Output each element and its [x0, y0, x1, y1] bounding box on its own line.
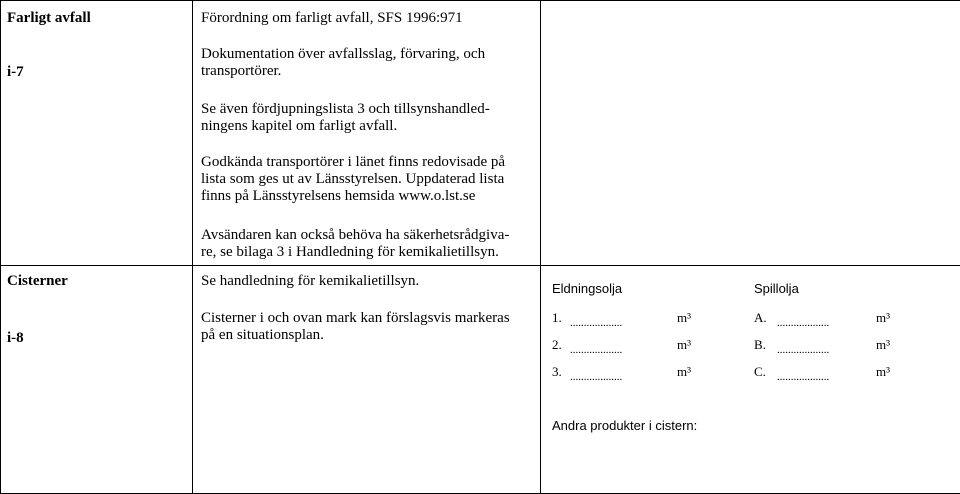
- row-unit: m³: [677, 364, 692, 379]
- column-divider-2: [540, 0, 541, 494]
- row-label: 2.: [552, 337, 562, 352]
- table-top-border: [0, 0, 960, 1]
- row-dots: ...................: [777, 344, 830, 356]
- row-label: B.: [754, 337, 766, 352]
- column-divider-1: [192, 0, 193, 494]
- row-label: 1.: [552, 310, 562, 325]
- section-title-farligt-avfall: Farligt avfall: [7, 10, 91, 26]
- section-code-i7: i-7: [7, 64, 24, 80]
- paragraph-transporters: Godkända transportörer i länet finns redovisade på lista som ges ut av Länsstyrelsen. Uppdaterad lista finns på Länsstyrelsens hemsida www.o.lst.se: [201, 154, 506, 204]
- row-unit: m³: [677, 337, 692, 352]
- header-spillolja: Spillolja: [754, 281, 799, 296]
- paragraph-see-also: Se även fördjupningslista 3 och tillsynshandled- ningens kapitel om farligt avfall.: [201, 101, 490, 134]
- table-left-border: [0, 0, 1, 494]
- row-dots: ...................: [777, 371, 830, 383]
- cisterner-handbook-ref: Se handledning för kemikalietillsyn.: [201, 273, 420, 289]
- other-products-label: Andra produkter i cistern:: [552, 418, 698, 433]
- paragraph-safety-advisor: Avsändaren kan också behöva ha säkerhetsrådgiva- re, se bilaga 3 i Handledning för kemikalietillsyn.: [201, 227, 510, 260]
- cisterner-paragraph: Cisterner i och ovan mark kan förslagsvis markeras på en situationsplan.: [201, 310, 510, 343]
- row-label: 3.: [552, 364, 562, 379]
- row-unit: m³: [876, 310, 891, 325]
- header-eldningsolja: Eldningsolja: [552, 281, 623, 296]
- row-divider: [0, 265, 960, 266]
- section-code-i8: i-8: [7, 330, 24, 346]
- regulation-text: Förordning om farligt avfall, SFS 1996:971: [201, 10, 463, 26]
- row-dots: ...................: [570, 317, 623, 329]
- section-title-cisterner: Cisterner: [7, 273, 68, 289]
- paragraph-documentation: Dokumentation över avfallsslag, förvaring, och transportörer.: [201, 46, 486, 79]
- row-dots: ...................: [570, 344, 623, 356]
- row-unit: m³: [677, 310, 692, 325]
- row-unit: m³: [876, 337, 891, 352]
- row-dots: ...................: [777, 317, 830, 329]
- row-label: C.: [754, 364, 766, 379]
- row-dots: ...................: [570, 371, 623, 383]
- row-label: A.: [754, 310, 767, 325]
- row-unit: m³: [876, 364, 891, 379]
